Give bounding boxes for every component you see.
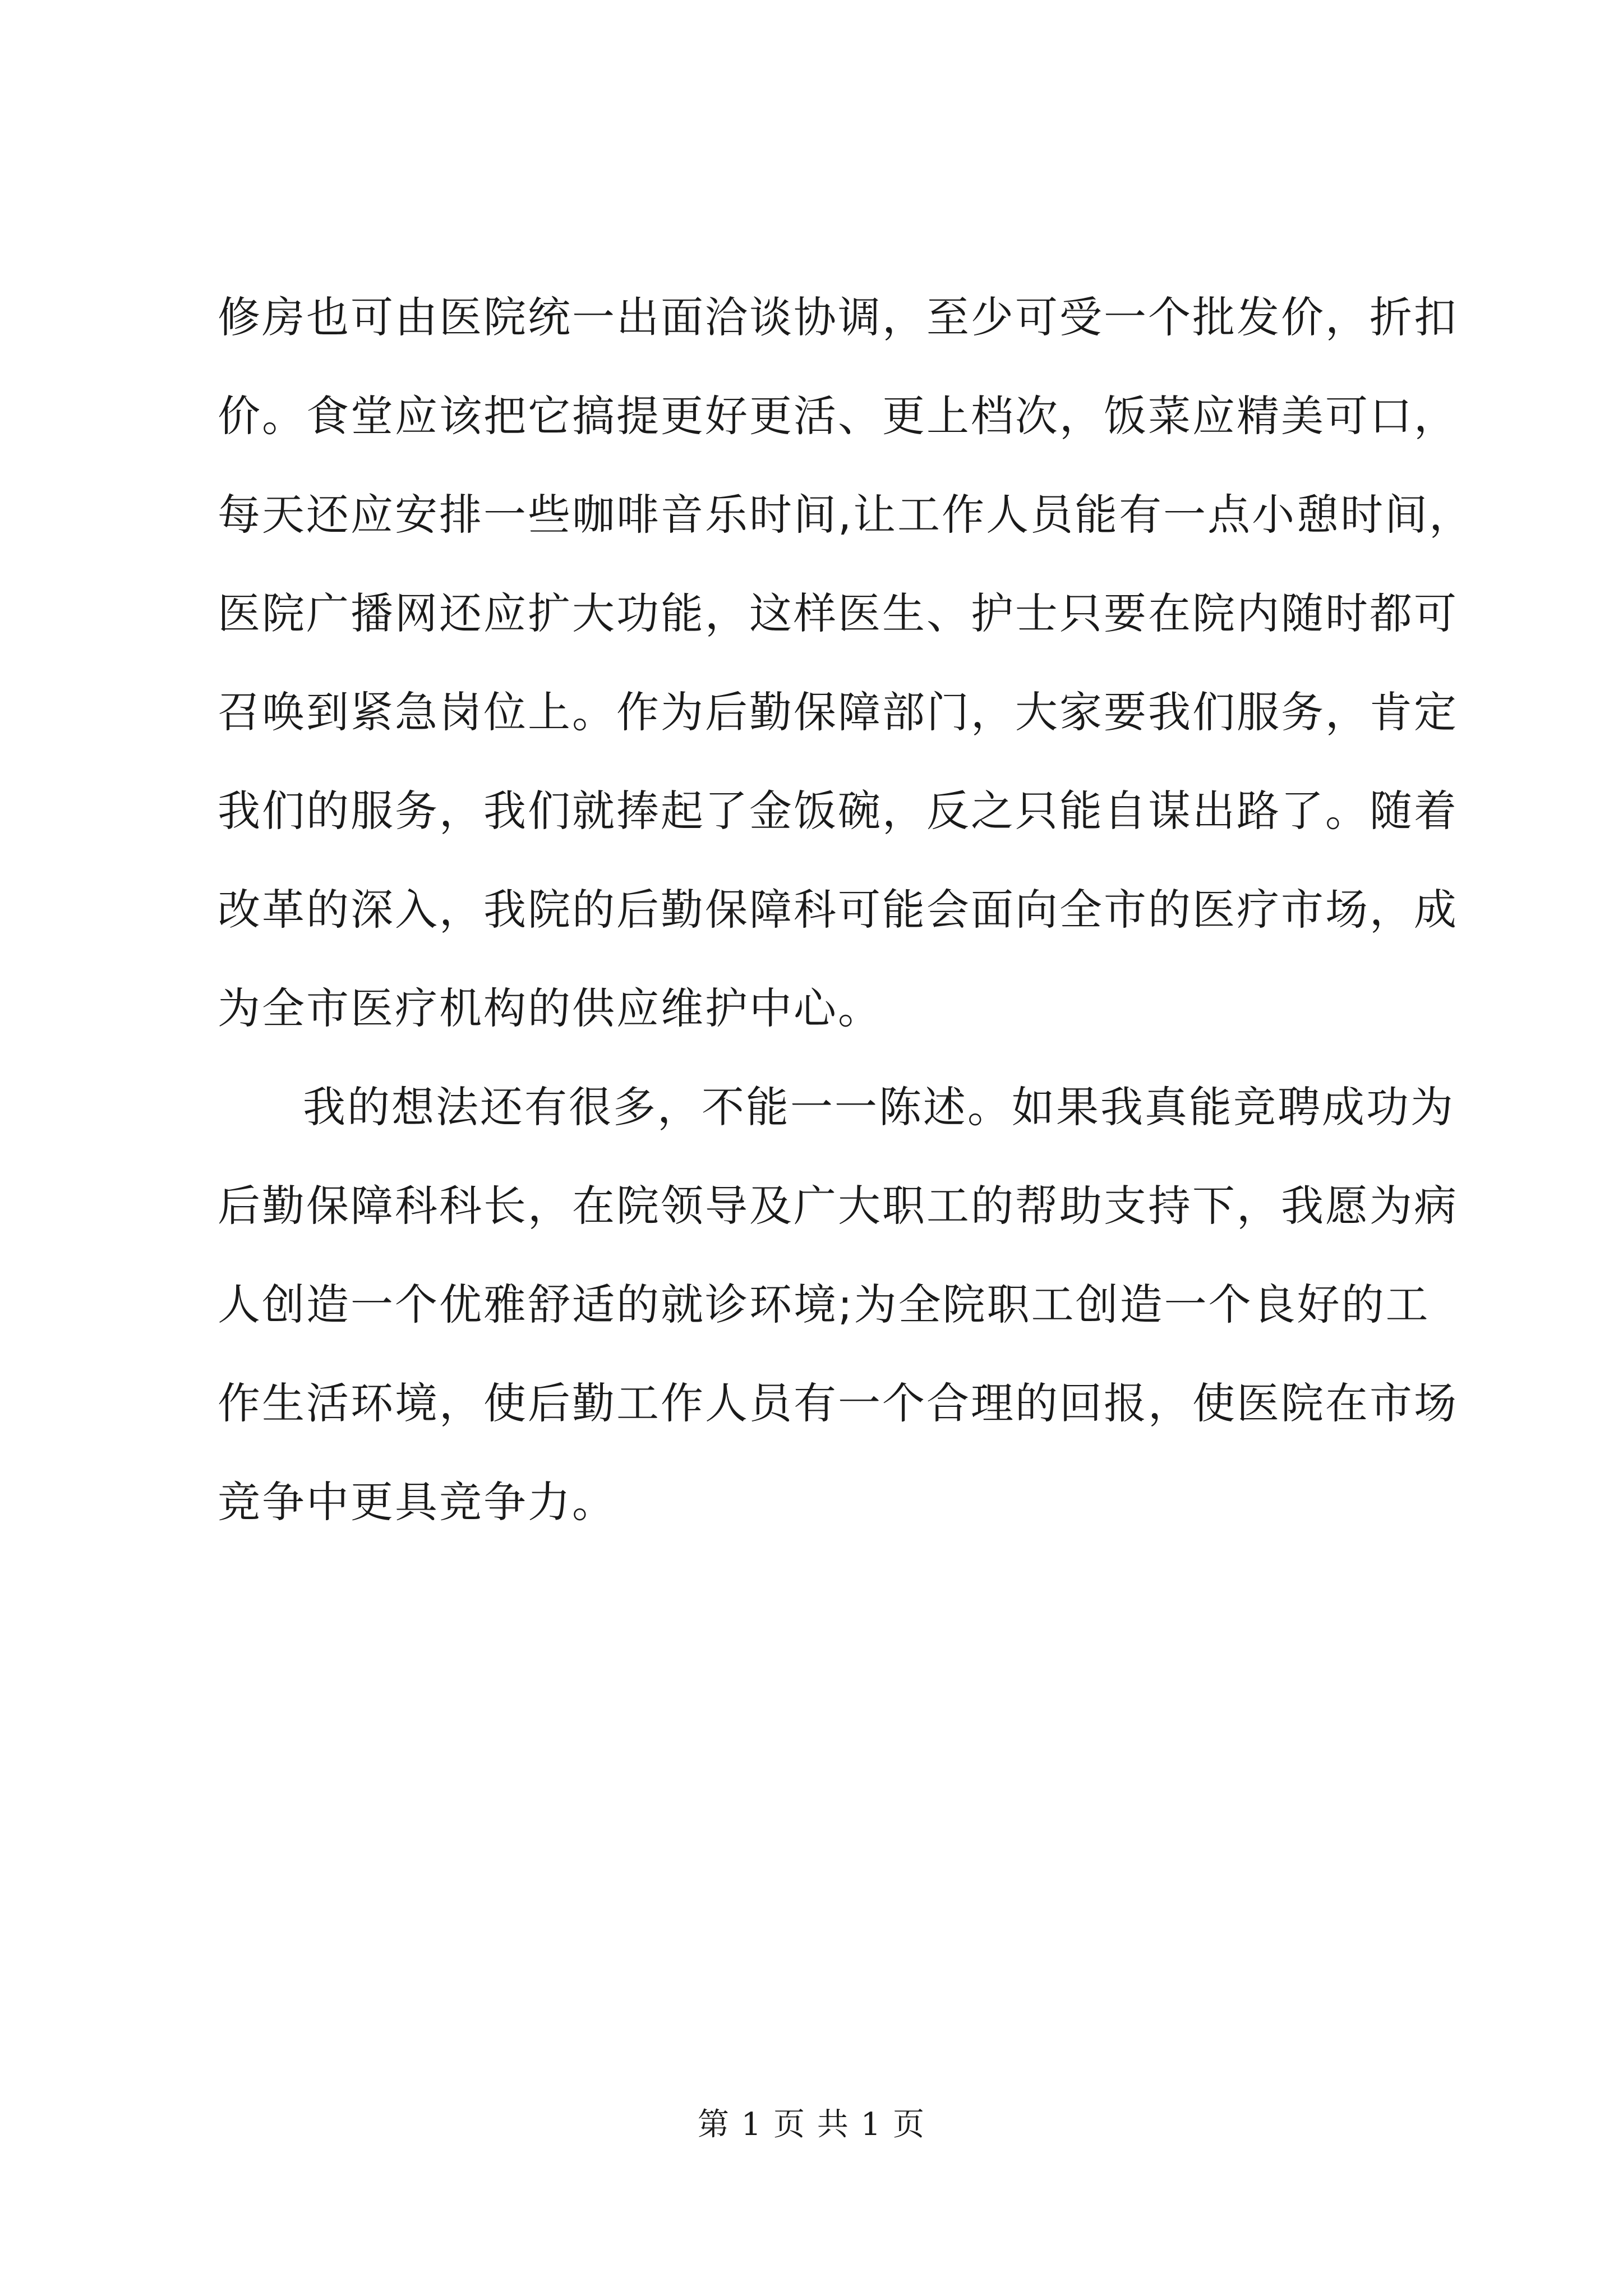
paragraph-line: 召唤到紧急岗位上。作为后勤保障部门，大家要我们服务，肯定 [218,687,1458,737]
paragraph-line: 作生活环境，使后勤工作人员有一个合理的回报，使医院在市场 [218,1378,1458,1428]
paragraph-line: 价。食堂应该把它搞提更好更活、更上档次，饭菜应精美可口， [218,391,1458,441]
paragraph-first-line: 我的想法还有很多，不能一一陈述。如果我真能竞聘成功为 [303,1082,1455,1132]
paragraph-line: 人创造一个优雅舒适的就诊环境;为全院职工创造一个良好的工 [218,1280,1430,1329]
paragraph-line: 每天还应安排一些咖啡音乐时间,让工作人员能有一点小憩时间， [218,490,1474,540]
paragraph-line: 竞争中更具竞争力。 [218,1477,616,1527]
paragraph-line: 修房也可由医院统一出面洽谈协调，至少可受一个批发价，折扣 [218,292,1458,342]
page-footer: 第 1 页 共 1 页 [697,2106,926,2143]
paragraph-line: 我们的服务，我们就捧起了金饭碗，反之只能自谋出路了。随着 [218,786,1458,836]
paragraph-line: 后勤保障科科长，在院领导及广大职工的帮助支持下，我愿为病 [218,1181,1458,1231]
paragraph-line: 医院广播网还应扩大功能，这样医生、护士只要在院内随时都可 [218,588,1458,638]
paragraph-line: 改革的深入，我院的后勤保障科可能会面向全市的医疗市场，成 [218,885,1458,935]
paragraph-line: 为全市医疗机构的供应维护中心。 [218,983,882,1033]
document-body [218,268,1474,1552]
